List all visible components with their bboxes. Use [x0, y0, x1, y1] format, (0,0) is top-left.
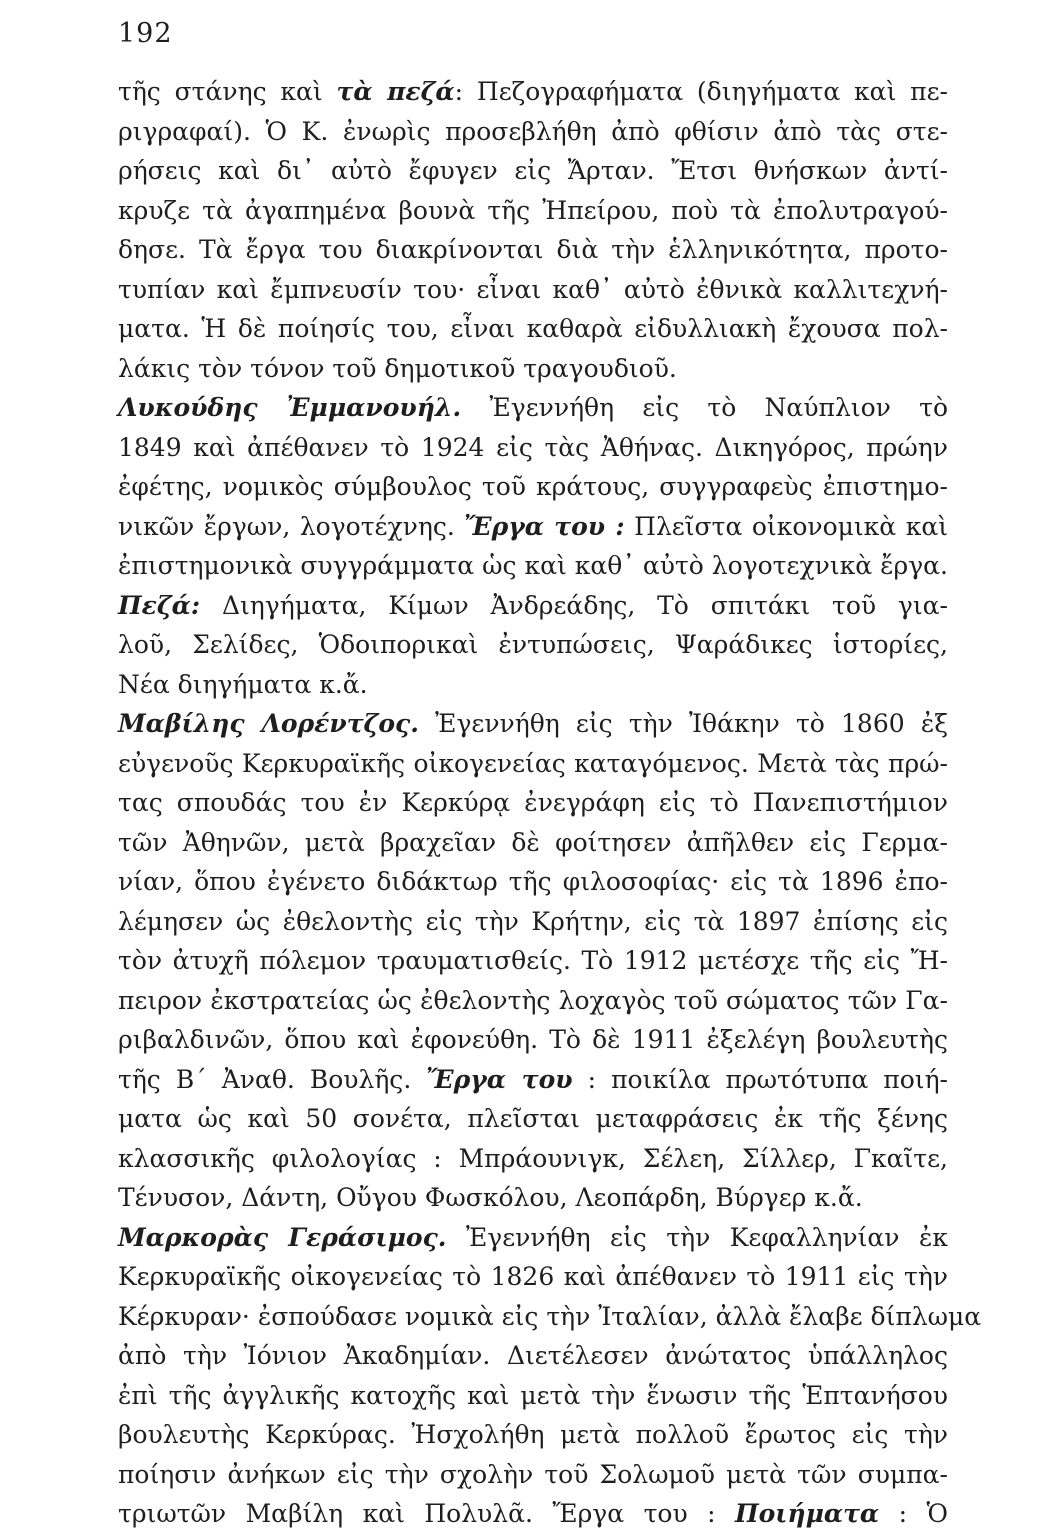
- text-segment: δησε. Τὰ ἔργα του διακρίνονται διὰ τὴν ἑλληνικότητα, προτο-: [118, 235, 948, 264]
- text-line: [118, 230, 948, 270]
- text-segment: Κέρκυραν· ἐσπούδασε νομικὰ εἰς τὴν Ἰταλίαν, ἀλλὰ ἔλαβε δίπλωμα: [118, 1301, 982, 1331]
- bold-italic-term: Μαβίλης Λορέντζος.: [118, 709, 419, 738]
- text-line: [118, 625, 948, 665]
- bold-italic-term: τὰ πεζά: [336, 77, 455, 106]
- text-segment: ματα ὡς καὶ 50 σονέτα, πλεῖσται μεταφράσεις ἐκ τῆς ξένης: [118, 1104, 948, 1133]
- text-segment: ἀπὸ τὴν Ἰόνιον Ἀκαδημίαν. Διετέλεσεν ἀνώτατος ὑπάλληλος: [118, 1341, 948, 1370]
- text-segment: κλασσικῆς φιλολογίας : Μπράουνιγκ, Σέλεη, Σίλλερ, Γκαῖτε,: [118, 1143, 948, 1173]
- text-line: [118, 191, 948, 231]
- text-segment: ριβαλδινῶν, ὅπου καὶ ἐφονεύθη. Τὸ δὲ 1911 ἐξελέγη βουλευτὴς: [118, 1025, 948, 1054]
- text-line: [118, 1257, 948, 1297]
- bold-italic-term: Ἔργα του: [426, 1064, 573, 1094]
- text-line: [118, 309, 948, 349]
- text-line: [118, 1455, 948, 1495]
- text-segment: ριγραφαί). Ὁ Κ. ἐνωρὶς προσεβλήθη ἀπὸ φθίσιν ἀπὸ τὰς στε-: [118, 116, 948, 146]
- text-line: [118, 112, 948, 152]
- text-line: [118, 1218, 948, 1258]
- text-segment: ἐπιστημονικὰ συγγράμματα ὡς καὶ καθ᾽ αὐτὸ λογοτεχνικὰ ἔργα.: [118, 551, 948, 580]
- text-segment: Πλεῖστα οἰκονομικὰ καὶ: [624, 511, 949, 541]
- text-segment: τὸν ἀτυχῆ πόλεμον τραυματισθείς. Τὸ 1912 μετέσχε τῆς εἰς Ἤ-: [118, 946, 948, 975]
- text-segment: ματα. Ἡ δὲ ποίησίς του, εἶναι καθαρὰ εἰδυλλιακὴ ἔχουσα πολ-: [118, 314, 948, 343]
- text-line: [118, 902, 948, 942]
- text-segment: Διηγήματα, Κίμων Ἀνδρεάδης, Τὸ σπιτάκι τοῦ για-: [200, 590, 948, 620]
- text-segment: : ποικίλα πρωτότυπα ποιή-: [572, 1064, 948, 1094]
- text-segment: : Ὁ: [879, 1499, 948, 1528]
- text-segment: ποίησιν ἀνήκων εἰς τὴν σχολὴν τοῦ Σολωμοῦ μετὰ τῶν συμπα-: [118, 1459, 948, 1489]
- text-segment: τας σπουδάς του ἐν Κερκύρᾳ ἐνεγράφη εἰς τὸ Πανεπιστήμιον: [118, 788, 948, 817]
- text-line: [118, 941, 948, 981]
- text-line: [118, 467, 948, 507]
- text-line: [118, 428, 948, 468]
- text-line: [118, 72, 948, 112]
- text-line: [118, 704, 948, 744]
- text-segment: Τένυσον, Δάντη, Οὔγου Φωσκόλου, Λεοπάρδη, Βύργερ κ.ἄ.: [118, 1183, 863, 1212]
- text-segment: ἐπὶ τῆς ἀγγλικῆς κατοχῆς καὶ μετὰ τὴν ἕνωσιν τῆς Ἑπτανήσου: [118, 1380, 948, 1410]
- text-segment: λοῦ, Σελίδες, Ὁδοιπορικαὶ ἐντυπώσεις, Ψαράδικες ἱστορίες,: [118, 630, 948, 659]
- text-line: [118, 1415, 948, 1455]
- text-line: [118, 862, 948, 902]
- bold-italic-term: Μαρκορὰς Γεράσιμος.: [118, 1222, 447, 1252]
- text-segment: τυπίαν καὶ ἔμπνευσίν του· εἶναι καθ᾽ αὐτὸ ἐθνικὰ καλλιτεχνή-: [118, 274, 948, 304]
- page-number: 192: [118, 18, 173, 49]
- text-line: [118, 981, 948, 1021]
- text-line: [118, 1060, 948, 1100]
- text-line: [118, 270, 948, 310]
- body-text: [118, 72, 982, 1534]
- text-line: [118, 349, 948, 389]
- text-line: [118, 586, 948, 626]
- text-segment: Ἐγεννήθη εἰς τὴν Ἰθάκην τὸ 1860 ἐξ: [418, 709, 948, 738]
- text-line: [118, 507, 948, 547]
- bold-italic-term: Ποιήματα: [735, 1499, 880, 1528]
- text-line: [118, 744, 948, 784]
- text-segment: Κερκυραϊκῆς οἰκογενείας τὸ 1826 καὶ ἀπέθανεν τὸ 1911 εἰς τὴν: [118, 1262, 948, 1291]
- bold-italic-term: Πεζά:: [118, 590, 201, 620]
- text-segment: ἐφέτης, νομικὸς σύμβουλος τοῦ κράτους, συγγραφεὺς ἐπιστημο-: [118, 472, 948, 501]
- text-line: [118, 546, 948, 586]
- text-line: [118, 1139, 948, 1179]
- text-line: [118, 1376, 948, 1416]
- text-segment: νικῶν ἔργων, λογοτέχνης.: [118, 511, 465, 541]
- text-segment: νίαν, ὅπου ἐγένετο διδάκτωρ τῆς φιλοσοφίας· εἰς τὰ 1896 ἐπο-: [118, 867, 948, 896]
- text-segment: τῶν Ἀθηνῶν, μετὰ βραχεῖαν δὲ φοίτησεν ἀπῆλθεν εἰς Γερμα-: [118, 827, 948, 857]
- text-line: [118, 388, 948, 428]
- text-line: [118, 1020, 948, 1060]
- text-line: [118, 783, 948, 823]
- text-segment: : Πεζογραφήματα (διηγήματα καὶ πε-: [454, 77, 948, 106]
- text-line: [118, 823, 948, 863]
- text-segment: εὐγενοῦς Κερκυραϊκῆς οἰκογενείας καταγόμενος. Μετὰ τὰς πρώ-: [118, 748, 948, 778]
- text-segment: τριωτῶν Μαβίλη καὶ Πολυλᾶ. Ἔργα του :: [118, 1499, 735, 1528]
- text-segment: 1849 καὶ ἀπέθανεν τὸ 1924 εἰς τὰς Ἀθήνας. Δικηγόρος, πρώην: [118, 432, 948, 462]
- text-segment: βουλευτὴς Κερκύρας. Ἠσχολήθη μετὰ πολλοῦ ἔρωτος εἰς τὴν: [118, 1420, 948, 1449]
- text-segment: πειρον ἐκστρατείας ὡς ἐθελοντὴς λοχαγὸς τοῦ σώματος τῶν Γα-: [118, 985, 948, 1015]
- text-segment: ρήσεις καὶ δι᾽ αὐτὸ ἔφυγεν εἰς Ἄρταν. Ἔτσι θνήσκων ἀντί-: [118, 156, 948, 185]
- text-segment: Ἐγεννήθη εἰς τὸ Ναύπλιον τὸ: [461, 393, 949, 422]
- text-line: [118, 665, 948, 705]
- bold-italic-term: Ἔργα του :: [464, 511, 625, 541]
- text-segment: τῆς Β΄ Ἀναθ. Βουλῆς.: [118, 1064, 427, 1094]
- text-line: [118, 1099, 948, 1139]
- bold-italic-term: Λυκούδης Ἐμμανουήλ.: [118, 393, 462, 422]
- text-segment: Νέα διηγήματα κ.ἄ.: [118, 669, 368, 699]
- text-segment: λάκις τὸν τόνον τοῦ δημοτικοῦ τραγουδιοῦ.: [118, 353, 677, 383]
- text-line: [118, 1178, 948, 1218]
- text-segment: Ἐγεννήθη εἰς τὴν Κεφαλληνίαν ἐκ: [446, 1222, 948, 1252]
- text-line: [118, 1336, 948, 1376]
- text-segment: κρυζε τὰ ἀγαπημένα βουνὰ τῆς Ἠπείρου, ποὺ τὰ ἐπολυτραγού-: [118, 195, 948, 225]
- text-segment: λέμησεν ὡς ἐθελοντὴς εἰς τὴν Κρήτην, εἰς τὰ 1897 ἐπίσης εἰς: [118, 906, 948, 936]
- text-segment: τῆς στάνης καὶ: [118, 77, 337, 106]
- text-line: [118, 151, 948, 191]
- text-line: [118, 1297, 982, 1337]
